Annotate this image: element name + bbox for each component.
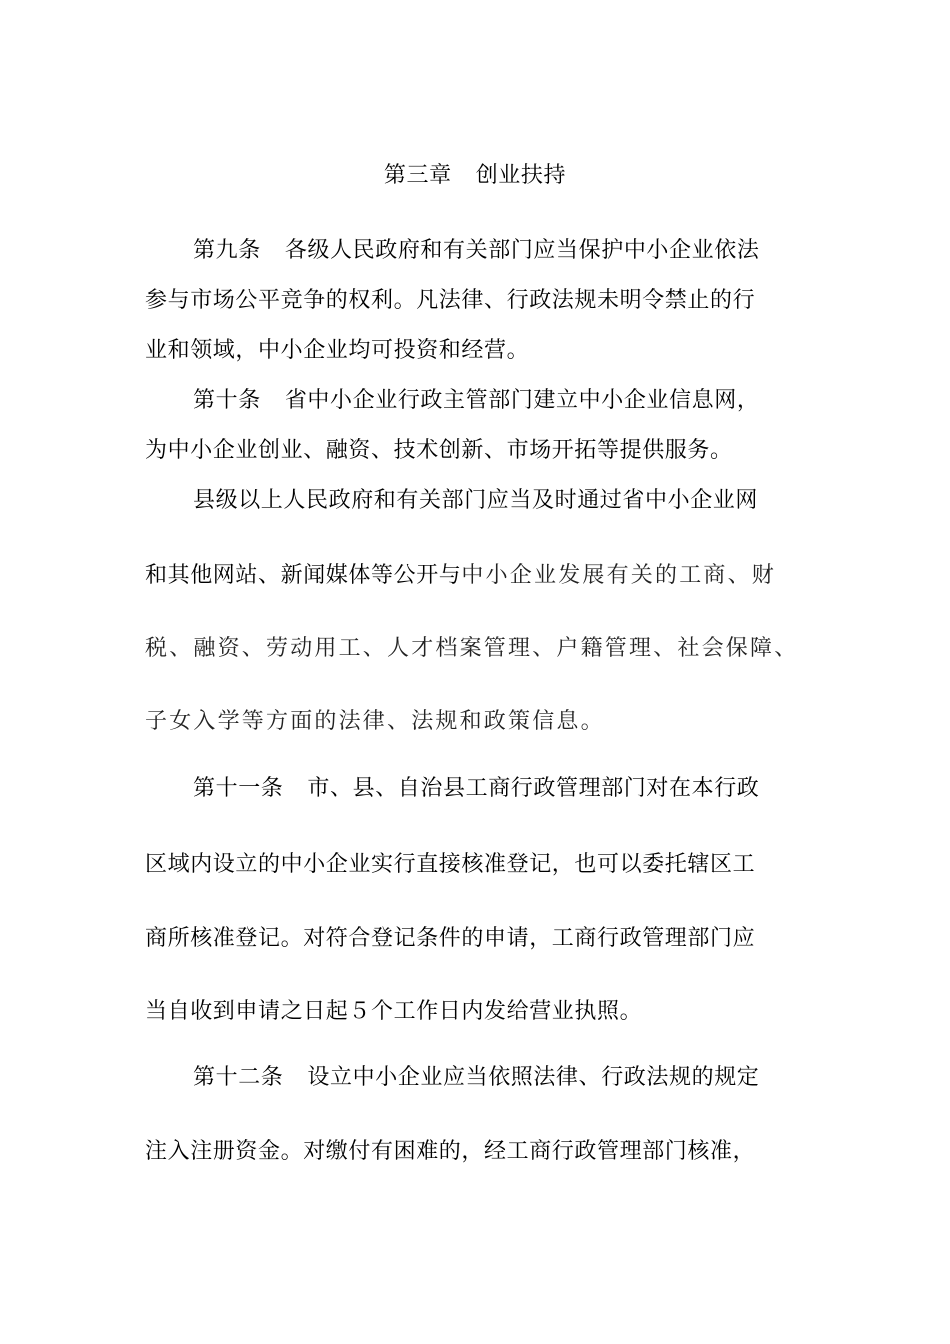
article-10-line-2: 为中小企业创业、融资、技术创新、市场开拓等提供服务。 [145,438,733,463]
article-11-label: 第十一条 [193,776,284,801]
article-10-para2-line-2: 和其他网站、新闻媒体等公开与中小企业发展有关的工商、财 [145,563,777,588]
article-11-line-4: 当自收到申请之日起５个工作日内发给营业执照。 [145,999,643,1024]
article-12-line-2: 注入注册资金。对缴付有困难的，经工商行政管理部门核准， [145,1139,756,1164]
article-9-label: 第九条 [193,238,261,263]
article-10-para2-line-3: 税、融资、劳动用工、人才档案管理、户籍管理、社会保障、 [145,636,799,661]
article-10-para2-line-1: 县级以上人民政府和有关部门应当及时通过省中小企业网 [193,488,759,513]
article-11-line-2: 区域内设立的中小企业实行直接核准登记，也可以委托辖区工 [145,852,756,877]
article-11-line-1: 第十一条 市、县、自治县工商行政管理部门对在本行政 [193,776,760,801]
article-12-label: 第十二条 [193,1065,284,1090]
article-10-label: 第十条 [193,388,261,413]
chapter-title: 创业扶持 [475,163,567,188]
article-9-line-2: 参与市场公平竞争的权利。凡法律、行政法规未明令禁止的行 [145,288,756,313]
article-9-line-1: 第九条 各级人民政府和有关部门应当保护中小企业依法 [193,238,760,263]
chapter-number: 第三章 [383,163,452,188]
article-10-line-1: 第十条 省中小企业行政主管部门建立中小企业信息网， [193,388,760,413]
article-12-line-1: 第十二条 设立中小企业应当依照法律、行政法规的规定 [193,1065,760,1090]
article-11-line-3: 商所核准登记。对符合登记条件的申请，工商行政管理部门应 [145,926,756,951]
article-9-line-3: 业和领域，中小企业均可投资和经营。 [145,338,530,363]
chapter-heading [0,161,950,191]
article-10-para2-line-4: 子女入学等方面的法律、法规和政策信息。 [145,709,605,734]
